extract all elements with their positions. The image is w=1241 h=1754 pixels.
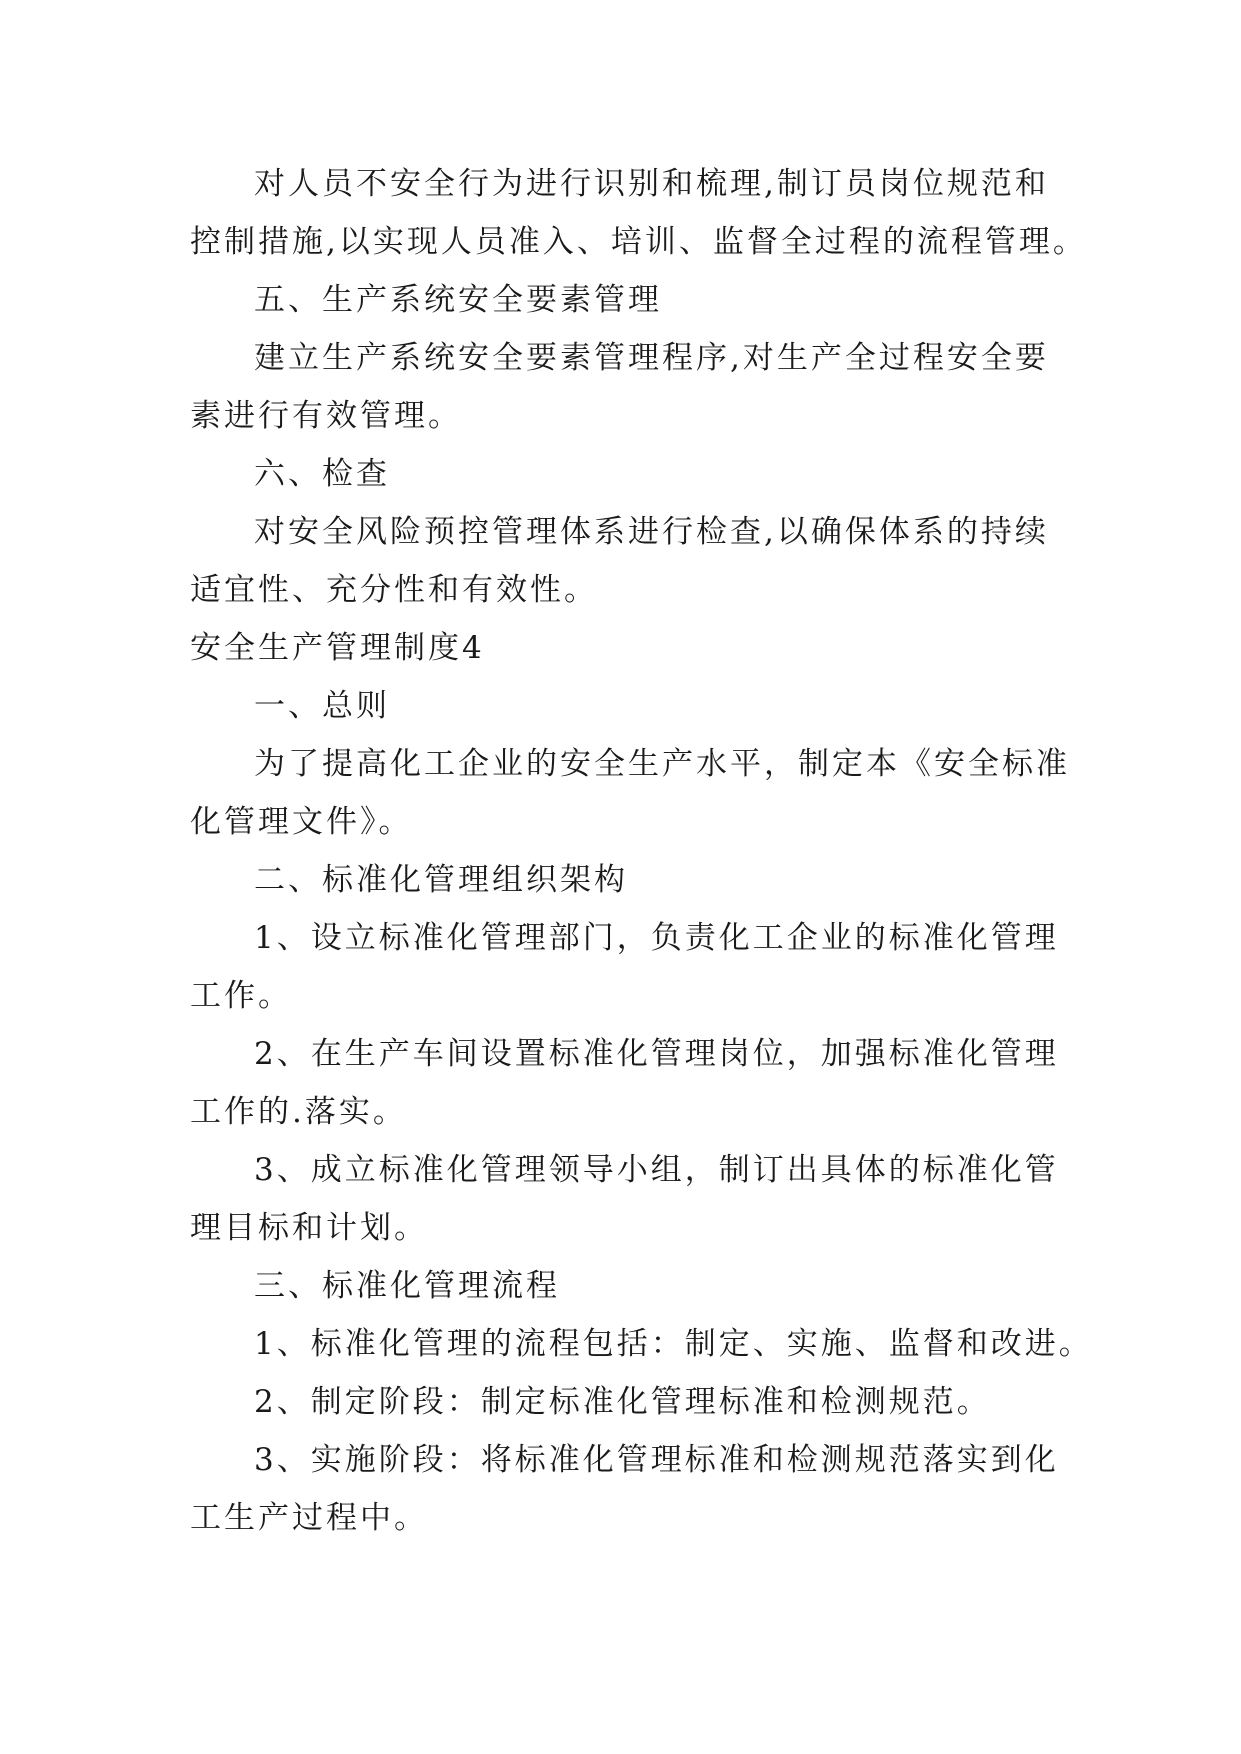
list-item-org-3 — [190, 1141, 1090, 1257]
paragraph-production-elements — [190, 329, 1090, 445]
text-line: 二、标准化管理组织架构 — [254, 862, 628, 898]
list-item-process-3 — [190, 1431, 1090, 1547]
text-line: 工生产过程中。 — [190, 1500, 428, 1536]
list-item-process-2 — [190, 1373, 1090, 1431]
list-item-org-2 — [190, 1025, 1090, 1141]
text-line: 素进行有效管理。 — [190, 398, 462, 434]
text-line: 一、总则 — [254, 688, 390, 724]
text-line: 工作的.落实。 — [190, 1094, 407, 1130]
text-line: 安全生产管理制度4 — [190, 630, 485, 666]
text-line: 1、标准化管理的流程包括：制定、实施、监督和改进。 — [254, 1326, 1093, 1362]
list-item-process-1 — [190, 1315, 1093, 1373]
list-item-org-1 — [190, 909, 1090, 1025]
text-line: 1、设立标准化管理部门，负责化工企业的标准化管理 — [254, 920, 1059, 956]
text-line: 3、成立标准化管理领导小组，制订出具体的标准化管 — [254, 1152, 1059, 1188]
paragraph-inspection — [190, 503, 1090, 619]
text-line: 建立生产系统安全要素管理程序,对生产全过程安全要 — [254, 340, 1049, 376]
heading-org-structure — [190, 851, 1090, 909]
paragraph-purpose — [190, 735, 1090, 851]
heading-section-five — [190, 271, 1090, 329]
heading-process — [190, 1257, 1090, 1315]
text-line: 2、在生产车间设置标准化管理岗位，加强标准化管理 — [254, 1036, 1059, 1072]
text-line: 五、生产系统安全要素管理 — [254, 282, 662, 318]
text-line: 2、制定阶段：制定标准化管理标准和检测规范。 — [254, 1384, 991, 1420]
text-line: 为了提高化工企业的安全生产水平，制定本《安全标准 — [254, 746, 1070, 782]
text-line: 适宜性、充分性和有效性。 — [190, 572, 598, 608]
text-line: 对人员不安全行为进行识别和梳理,制订员岗位规范和 — [254, 166, 1049, 202]
document-section-title — [190, 619, 1090, 677]
heading-section-six — [190, 445, 1090, 503]
heading-general-provisions — [190, 677, 1090, 735]
text-line: 六、检查 — [254, 456, 390, 492]
text-line: 3、实施阶段：将标准化管理标准和检测规范落实到化 — [254, 1442, 1059, 1478]
text-line: 工作。 — [190, 978, 292, 1014]
text-line: 三、标准化管理流程 — [254, 1268, 560, 1304]
paragraph-personnel-behavior — [190, 155, 1090, 271]
text-line: 化管理文件》。 — [190, 804, 413, 840]
text-line: 对安全风险预控管理体系进行检查,以确保体系的持续 — [254, 514, 1049, 550]
text-line: 控制措施,以实现人员准入、培训、监督全过程的流程管理。 — [190, 224, 1087, 260]
text-line: 理目标和计划。 — [190, 1210, 428, 1246]
